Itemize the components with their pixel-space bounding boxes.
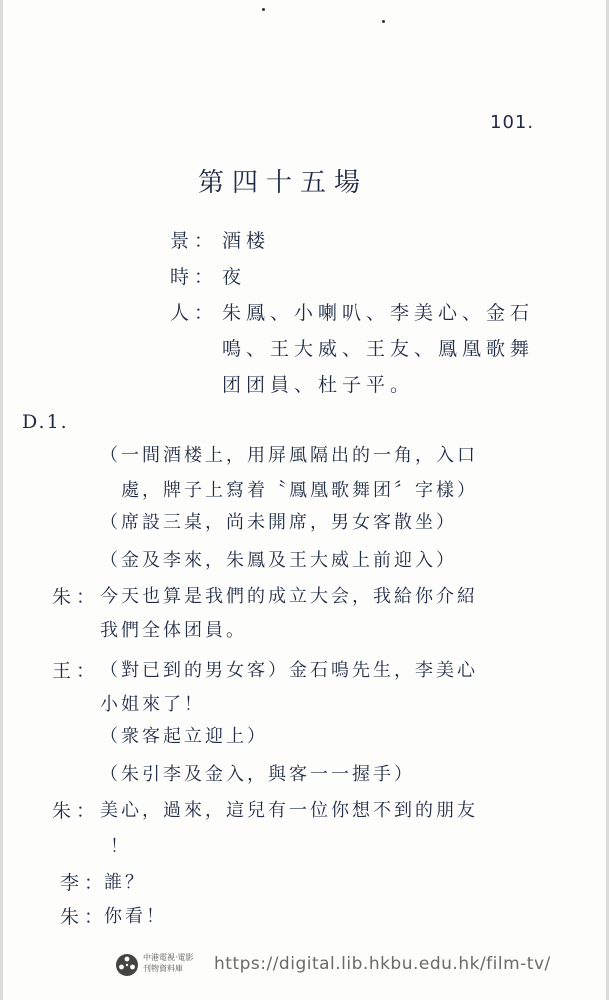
dialogue-line: ！ — [110, 836, 131, 857]
stage-direction: （朱引李及金入，與客一一握手） — [100, 764, 415, 785]
time-label: 時： — [170, 266, 219, 288]
footer-url-link[interactable]: https://digital.lib.hkbu.edu.hk/film-tv/ — [214, 954, 551, 974]
speck — [382, 20, 385, 23]
footer-org-line: 中港電視·電影 — [143, 953, 194, 962]
speck — [262, 8, 265, 11]
stage-direction: （衆客起立迎上） — [100, 726, 268, 747]
people-line: 朱鳳、小喇叭、李美心、金石 — [222, 302, 535, 324]
footer-org — [143, 952, 194, 974]
stage-direction: 處，牌子上寫着〝鳳凰歌舞团〞字樣） — [121, 480, 478, 501]
people-line: 团团員、杜子平。 — [222, 374, 415, 396]
stage-direction: （席設三桌，尚未開席，男女客散坐） — [100, 512, 457, 533]
stage-direction: （一間酒楼上，用屏風隔出的一角，入口 — [100, 445, 478, 466]
scene-value: 酒楼 — [222, 230, 271, 252]
scene-label: 景： — [170, 230, 219, 252]
people-line: 鳴、王大威、王友、鳳凰歌舞 — [222, 338, 535, 360]
page-edge-left — [0, 0, 3, 1000]
stage-direction: （金及李來，朱鳳及王大威上前迎入） — [100, 550, 457, 571]
speaker-label: 李： — [60, 872, 109, 894]
dialogue-line: （對已到的男女客）金石鳴先生，李美心 — [100, 660, 478, 681]
speaker-label: 朱： — [52, 586, 101, 608]
dialogue-line: 誰？ — [104, 872, 146, 893]
film-reel-logo-icon — [114, 952, 140, 978]
dialogue-line: 小姐來了！ — [100, 694, 205, 715]
time-value: 夜 — [222, 266, 247, 288]
dialogue-line: 美心，過來，這兒有一位你想不到的朋友 — [100, 800, 478, 821]
people-label: 人： — [170, 302, 219, 324]
dialogue-line: 我們全体团員。 — [100, 620, 247, 641]
speaker-label: 朱： — [52, 800, 101, 822]
shot-number: D.1. — [22, 411, 69, 433]
dialogue-line: 今天也算是我們的成立大会，我給你介紹 — [100, 586, 478, 607]
speaker-label: 朱： — [60, 906, 109, 928]
speaker-label: 王： — [52, 660, 101, 682]
footer-org-line: 刊物資料庫 — [143, 964, 183, 973]
page-number: 101. — [490, 112, 535, 133]
scene-title: 第四十五場 — [198, 168, 369, 198]
dialogue-line: 你看！ — [104, 906, 167, 927]
